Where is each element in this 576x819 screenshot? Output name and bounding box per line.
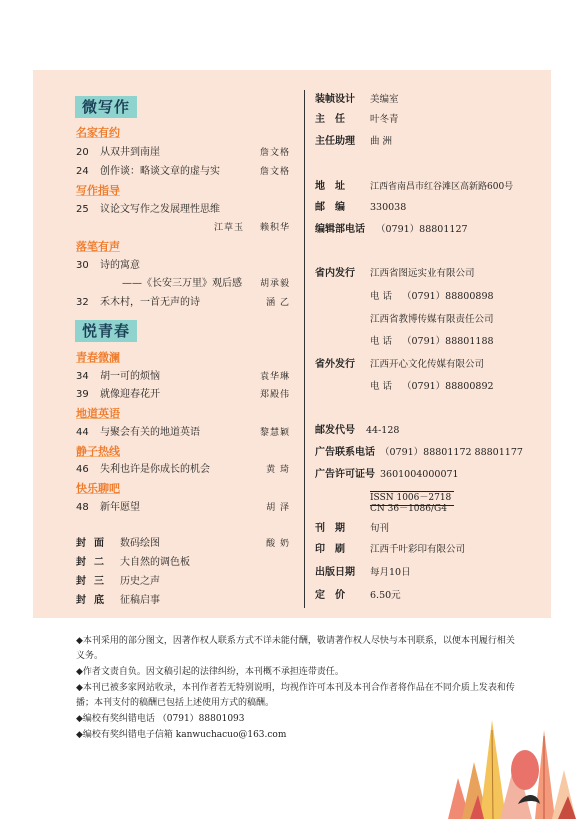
notice-copyright: ◆本刊采用的部分图文，因著作权人联系方式不详未能付酬，敬请著作权人尽快与本刊联系，以便本刊履行相关义务。 [76, 636, 515, 661]
page-number: 48 [76, 502, 89, 513]
editphone-label: 编辑部电话 [315, 224, 365, 235]
date-label: 出版日期 [315, 567, 355, 578]
cover-entry[interactable] [76, 594, 290, 608]
design-label: 装帧设计 [315, 94, 355, 105]
entry-title: 就像迎春花开 [100, 389, 160, 400]
postcode-label: 邮编 [315, 202, 355, 213]
distributor-name: 江西省教博传媒有限责任公司 [370, 314, 494, 325]
phone-label: 电 话 [370, 336, 393, 347]
entry-title: 与聚会有关的地道英语 [100, 427, 200, 438]
cover-label: 封二 [76, 557, 112, 568]
page-number: 39 [76, 389, 89, 400]
notice-license: ◆本刊已被多家网站收录，本刊作者若无特别说明，均视作许可本刊及本刊合作者将作品在不同介质上发表和传播；本刊支付的稿酬已包括上述使用方式的稿酬。 [76, 683, 515, 708]
group-title-liaoba: 快乐聊吧 [76, 482, 120, 495]
adlicense-value: 3601004000071 [380, 469, 459, 480]
mailcode-value: 44-128 [366, 425, 400, 436]
cover-title: 大自然的调色板 [120, 557, 190, 568]
cover-label: 封三 [76, 576, 112, 587]
toc-entry[interactable] [76, 463, 290, 477]
notice-error-email: ◆编校有奖纠错电子信箱 kanwuchacuo@163.com [76, 730, 287, 740]
group-title-qingchun: 青春微澜 [76, 351, 120, 364]
issn-number: ISSN 1006－2718 [370, 493, 452, 503]
cover-title: 数码绘图 [120, 538, 160, 549]
period-label: 刊期 [315, 523, 355, 534]
assistant-value: 曲 洲 [370, 136, 393, 147]
toc-entry-authors [76, 221, 290, 235]
adlicense-label: 广告许可证号 [315, 469, 375, 480]
entry-author: 涵 乙 [266, 298, 290, 308]
group-title-luobi: 落笔有声 [76, 240, 120, 253]
entry-author: 袁华琳 [259, 372, 290, 382]
cn-number: CN 36－1086/G4 [370, 504, 447, 514]
entry-title: 胡一可的烦恼 [100, 371, 160, 382]
entry-author: 胡 泽 [266, 503, 290, 513]
toc-entry[interactable] [76, 426, 290, 440]
page-number: 24 [76, 166, 89, 177]
assistant-label: 主任助理 [315, 136, 355, 147]
entry-author-2: 赖积华 [259, 223, 290, 233]
print-label: 印刷 [315, 544, 355, 555]
toc-entry[interactable] [76, 501, 290, 515]
cover-title: 历史之声 [120, 576, 160, 587]
entry-author: 黎慧颖 [259, 428, 290, 438]
page-number: 30 [76, 260, 89, 271]
cover-entry[interactable] [76, 556, 290, 570]
editphone-value: （0791）88801127 [376, 224, 468, 235]
page-number: 46 [76, 464, 89, 475]
price-label: 定价 [315, 590, 355, 601]
notice-error-phone: ◆编校有奖纠错电话 （0791）88801093 [76, 714, 245, 724]
phone-value: （0791）88800898 [402, 291, 494, 302]
address-label: 地址 [315, 181, 355, 192]
toc-entry[interactable] [76, 146, 290, 160]
group-title-xiezuo: 写作指导 [76, 184, 120, 197]
entry-author: 郑殿伟 [259, 390, 290, 400]
print-value: 江西千叶彩印有限公司 [370, 544, 466, 555]
mailcode-label: 邮发代号 [315, 425, 355, 436]
phone-label: 电 话 [370, 381, 393, 392]
entry-author: 詹文格 [259, 167, 290, 177]
toc-entry[interactable] [76, 296, 290, 310]
entry-author: 江草玉 [213, 223, 244, 233]
distributor-name: 江西省图远实业有限公司 [370, 268, 475, 279]
adphone-value: （0791）88801172 88801177 [380, 447, 523, 458]
cover-author: 酸 奶 [266, 539, 290, 549]
cover-entry[interactable] [76, 575, 290, 589]
page-number: 44 [76, 427, 89, 438]
adphone-label: 广告联系电话 [315, 447, 375, 458]
toc-entry[interactable] [76, 259, 290, 273]
group-title-yingyu: 地道英语 [76, 407, 120, 420]
group-title-mingjia: 名家有约 [76, 126, 120, 139]
entry-title: 创作谈：略谈文章的虚与实 [100, 166, 220, 177]
entry-author: 詹文格 [259, 148, 290, 158]
cover-label: 封底 [76, 595, 112, 606]
postcode-value: 330038 [370, 202, 407, 213]
design-value: 美编室 [370, 94, 399, 105]
toc-entry[interactable] [76, 370, 290, 384]
price-value: 6.50元 [370, 590, 401, 601]
phone-label: 电 话 [370, 291, 393, 302]
section-title-weixiezuo: 微写作 [75, 96, 137, 118]
address-value: 江西省南昌市红谷滩区高新路600号 [370, 182, 514, 192]
entry-title: 诗的寓意 [100, 260, 140, 271]
entry-title: 禾木村，一首无声的诗 [100, 297, 200, 308]
page-number: 20 [76, 147, 89, 158]
domestic-label: 省内发行 [315, 268, 355, 279]
phone-value: （0791）88800892 [402, 381, 494, 392]
entry-author: 黄 琦 [266, 465, 290, 475]
group-title-rexian: 静子热线 [76, 445, 120, 458]
page-number: 32 [76, 297, 89, 308]
page-number: 34 [76, 371, 89, 382]
toc-entry-subtitle [76, 277, 290, 291]
entry-title: 从双井到南崖 [100, 147, 160, 158]
cover-label: 封面 [76, 538, 112, 549]
toc-entry[interactable] [76, 165, 290, 179]
toc-entry[interactable] [76, 388, 290, 402]
toc-entry[interactable] [76, 203, 290, 217]
column-divider [304, 90, 305, 608]
entry-title: 新年愿望 [100, 502, 140, 513]
section-title-yueqingchun: 悦青春 [75, 320, 137, 342]
page-number: 25 [76, 204, 89, 215]
date-value: 每月10日 [370, 567, 411, 578]
entry-author: 胡承毅 [259, 279, 290, 289]
cover-title: 征稿启事 [120, 595, 160, 606]
period-value: 旬刊 [370, 523, 390, 534]
distributor-name: 江西开心文化传媒有限公司 [370, 359, 485, 370]
entry-subtitle: ——《长安三万里》观后感 [122, 278, 242, 289]
entry-title: 议论文写作之发展理性思维 [100, 204, 220, 215]
cover-entry[interactable] [76, 537, 290, 551]
notice-responsibility: ◆作者文责自负。因文稿引起的法律纠纷，本刊概不承担连带责任。 [76, 667, 344, 677]
editor-label: 主任 [315, 114, 355, 125]
entry-title: 失利也许是你成长的机会 [100, 464, 210, 475]
decorative-forest-illustration [440, 700, 576, 819]
phone-value: （0791）88801188 [402, 336, 494, 347]
foreign-label: 省外发行 [315, 359, 355, 370]
editor-value: 叶冬青 [370, 114, 399, 125]
